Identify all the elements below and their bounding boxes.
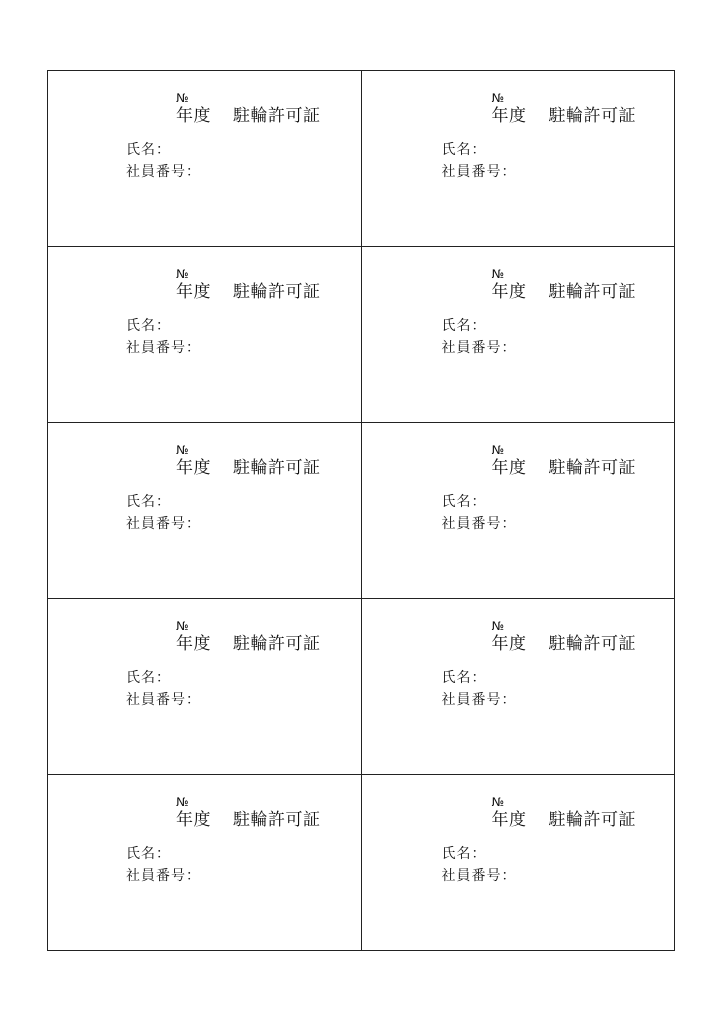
permit-card bbox=[362, 71, 676, 247]
year-label: 年度 bbox=[491, 282, 527, 302]
card-number-mark: № bbox=[176, 443, 189, 457]
card-title-row bbox=[176, 105, 321, 127]
permit-title: 駐輪許可証 bbox=[233, 634, 321, 654]
card-title-row bbox=[492, 457, 637, 479]
permit-card bbox=[48, 599, 362, 775]
employee-number-label: 社員番号： bbox=[441, 164, 517, 180]
name-label: 氏名： bbox=[126, 846, 171, 862]
card-number-mark: № bbox=[491, 91, 504, 105]
permit-title: 駐輪許可証 bbox=[233, 282, 321, 302]
card-fields bbox=[442, 667, 517, 711]
card-title-row bbox=[176, 633, 321, 655]
card-fields bbox=[126, 315, 201, 359]
year-label: 年度 bbox=[176, 106, 211, 126]
card-title-row bbox=[492, 809, 637, 831]
permit-title: 駐輪許可証 bbox=[548, 810, 636, 830]
card-fields bbox=[126, 491, 201, 535]
card-number-mark: № bbox=[176, 795, 189, 809]
card-title-row bbox=[492, 633, 637, 655]
permit-title: 駐輪許可証 bbox=[548, 634, 636, 654]
name-label: 氏名： bbox=[126, 318, 171, 334]
permit-title: 駐輪許可証 bbox=[548, 282, 636, 302]
card-title-row bbox=[176, 809, 321, 831]
employee-number-label: 社員番号： bbox=[441, 868, 517, 884]
card-title-row bbox=[492, 105, 637, 127]
card-fields bbox=[442, 139, 517, 183]
year-label: 年度 bbox=[491, 458, 527, 478]
permit-card bbox=[48, 775, 362, 951]
year-label: 年度 bbox=[176, 458, 211, 478]
employee-number-label: 社員番号： bbox=[126, 164, 201, 180]
permit-card-grid bbox=[47, 70, 675, 951]
employee-number-label: 社員番号： bbox=[126, 340, 201, 356]
card-fields bbox=[126, 667, 201, 711]
card-title-row bbox=[176, 281, 321, 303]
name-label: 氏名： bbox=[441, 494, 487, 510]
year-label: 年度 bbox=[491, 810, 527, 830]
permit-title: 駐輪許可証 bbox=[233, 810, 321, 830]
employee-number-label: 社員番号： bbox=[441, 692, 517, 708]
permit-title: 駐輪許可証 bbox=[233, 458, 321, 478]
employee-number-label: 社員番号： bbox=[126, 692, 201, 708]
card-number-mark: № bbox=[176, 619, 189, 633]
card-fields bbox=[442, 491, 517, 535]
card-fields bbox=[126, 139, 201, 183]
card-number-mark: № bbox=[491, 795, 504, 809]
card-title-row bbox=[492, 281, 637, 303]
permit-title: 駐輪許可証 bbox=[548, 106, 636, 126]
employee-number-label: 社員番号： bbox=[441, 340, 517, 356]
permit-card bbox=[48, 247, 362, 423]
permit-title: 駐輪許可証 bbox=[233, 106, 321, 126]
card-fields bbox=[126, 843, 201, 887]
name-label: 氏名： bbox=[126, 670, 171, 686]
card-number-mark: № bbox=[176, 91, 189, 105]
employee-number-label: 社員番号： bbox=[126, 516, 201, 532]
permit-card bbox=[362, 599, 676, 775]
card-fields bbox=[442, 843, 517, 887]
card-number-mark: № bbox=[176, 267, 189, 281]
name-label: 氏名： bbox=[441, 142, 487, 158]
permit-card bbox=[362, 775, 676, 951]
card-number-mark: № bbox=[491, 267, 504, 281]
name-label: 氏名： bbox=[126, 494, 171, 510]
year-label: 年度 bbox=[491, 634, 527, 654]
permit-card bbox=[362, 423, 676, 599]
card-number-mark: № bbox=[491, 619, 504, 633]
name-label: 氏名： bbox=[441, 670, 487, 686]
employee-number-label: 社員番号： bbox=[441, 516, 517, 532]
permit-card bbox=[48, 423, 362, 599]
permit-card bbox=[48, 71, 362, 247]
card-fields bbox=[442, 315, 517, 359]
year-label: 年度 bbox=[176, 282, 211, 302]
name-label: 氏名： bbox=[126, 142, 171, 158]
name-label: 氏名： bbox=[441, 318, 487, 334]
name-label: 氏名： bbox=[441, 846, 487, 862]
permit-card bbox=[362, 247, 676, 423]
year-label: 年度 bbox=[176, 634, 211, 654]
year-label: 年度 bbox=[491, 106, 527, 126]
permit-title: 駐輪許可証 bbox=[548, 458, 636, 478]
card-number-mark: № bbox=[491, 443, 504, 457]
card-title-row bbox=[176, 457, 321, 479]
year-label: 年度 bbox=[176, 810, 211, 830]
employee-number-label: 社員番号： bbox=[126, 868, 201, 884]
